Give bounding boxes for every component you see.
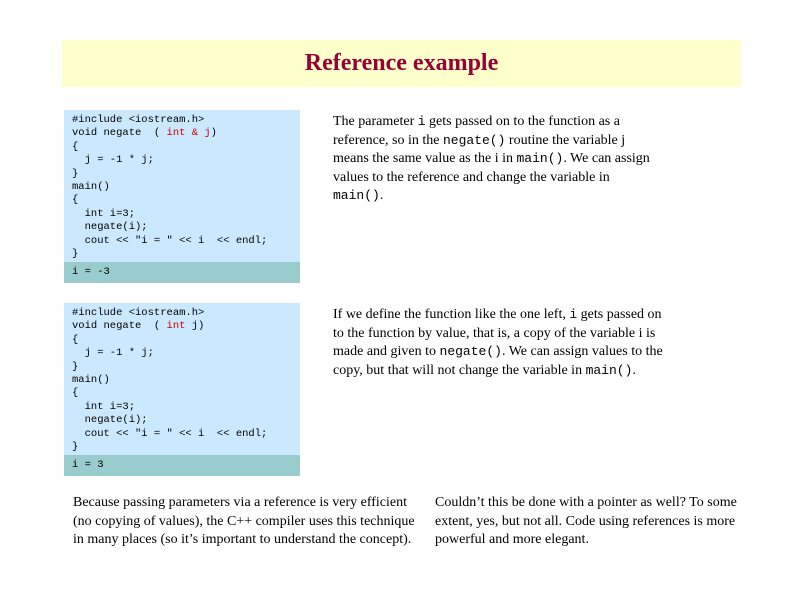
code-line: int i=3; — [72, 400, 136, 413]
text: If we define the function like the one left, — [333, 307, 570, 322]
code-line: { — [72, 140, 79, 153]
code-line: cout << "i = " << i << endl; — [72, 427, 268, 440]
conclusion-pointers: Couldn’t this be done with a pointer as well? To some extent, yes, but not all. Code using references is more powerful and more elegant. — [435, 495, 737, 548]
code-line: } — [72, 360, 79, 373]
code-inline: i — [417, 114, 426, 129]
text: . We can assign values to the copy, but that will not change the variable in — [333, 344, 663, 378]
code-line: main() — [72, 180, 110, 193]
code-line: { — [72, 333, 79, 346]
code-line: int i=3; — [72, 207, 136, 220]
text: gets passed on to the function as a reference, so in the — [333, 114, 620, 148]
code-line: cout << "i = " << i << endl; — [72, 234, 268, 247]
explanation-reference — [333, 113, 663, 206]
code-line: main() — [72, 373, 110, 386]
code-text: j) — [185, 320, 205, 333]
code-line: j = -1 * j; — [72, 154, 154, 167]
code-keyword: int — [166, 320, 186, 333]
page-title: Reference example — [304, 50, 499, 76]
code-line: { — [72, 194, 79, 207]
code-line: #include <iostream.h> — [72, 114, 205, 126]
code-inline: negate() — [439, 344, 502, 360]
explanation-value — [333, 306, 668, 380]
text: routine the variable j means the same value as the i in — [333, 132, 626, 167]
text: gets passed on to the function by value, that is, a copy of the variable i is made and given to — [333, 307, 662, 360]
code-inline: main() — [585, 362, 633, 378]
code-inline: main() — [516, 151, 564, 167]
code-line: j = -1 * j; — [72, 347, 154, 360]
program-output-value: i = 3 — [64, 455, 300, 476]
conclusion-efficiency: Because passing parameters via a reference is very efficient (no copying of values), the C++ compiler uses this technique in many places (so it’s important to understand the concept). — [73, 495, 415, 548]
code-line: } — [72, 247, 79, 260]
code-text: void negate ( — [72, 320, 167, 333]
code-block-reference — [64, 110, 300, 262]
code-line — [72, 127, 300, 140]
code-line: negate(i); — [72, 414, 148, 427]
title-banner — [62, 40, 741, 87]
code-text: void negate ( — [72, 127, 167, 140]
text: . — [379, 188, 384, 204]
code-line — [72, 320, 300, 333]
code-panel-value — [64, 303, 300, 476]
code-line: { — [72, 387, 79, 400]
code-inline: main() — [333, 188, 380, 204]
code-keyword: int & j — [166, 127, 211, 140]
code-inline: negate() — [443, 132, 506, 148]
code-line: } — [72, 440, 79, 453]
code-panel-reference — [64, 110, 300, 283]
code-line: #include <iostream.h> — [72, 307, 205, 319]
code-line: negate(i); — [72, 221, 148, 234]
code-line: } — [72, 167, 79, 180]
code-inline: i — [569, 307, 578, 322]
text: . We can assign values to the reference and change the variable in — [333, 151, 650, 185]
code-block-value — [64, 303, 300, 455]
text: . — [632, 362, 636, 378]
code-text: ) — [210, 127, 217, 140]
text: The parameter — [333, 114, 418, 129]
program-output-reference: i = -3 — [64, 262, 300, 283]
